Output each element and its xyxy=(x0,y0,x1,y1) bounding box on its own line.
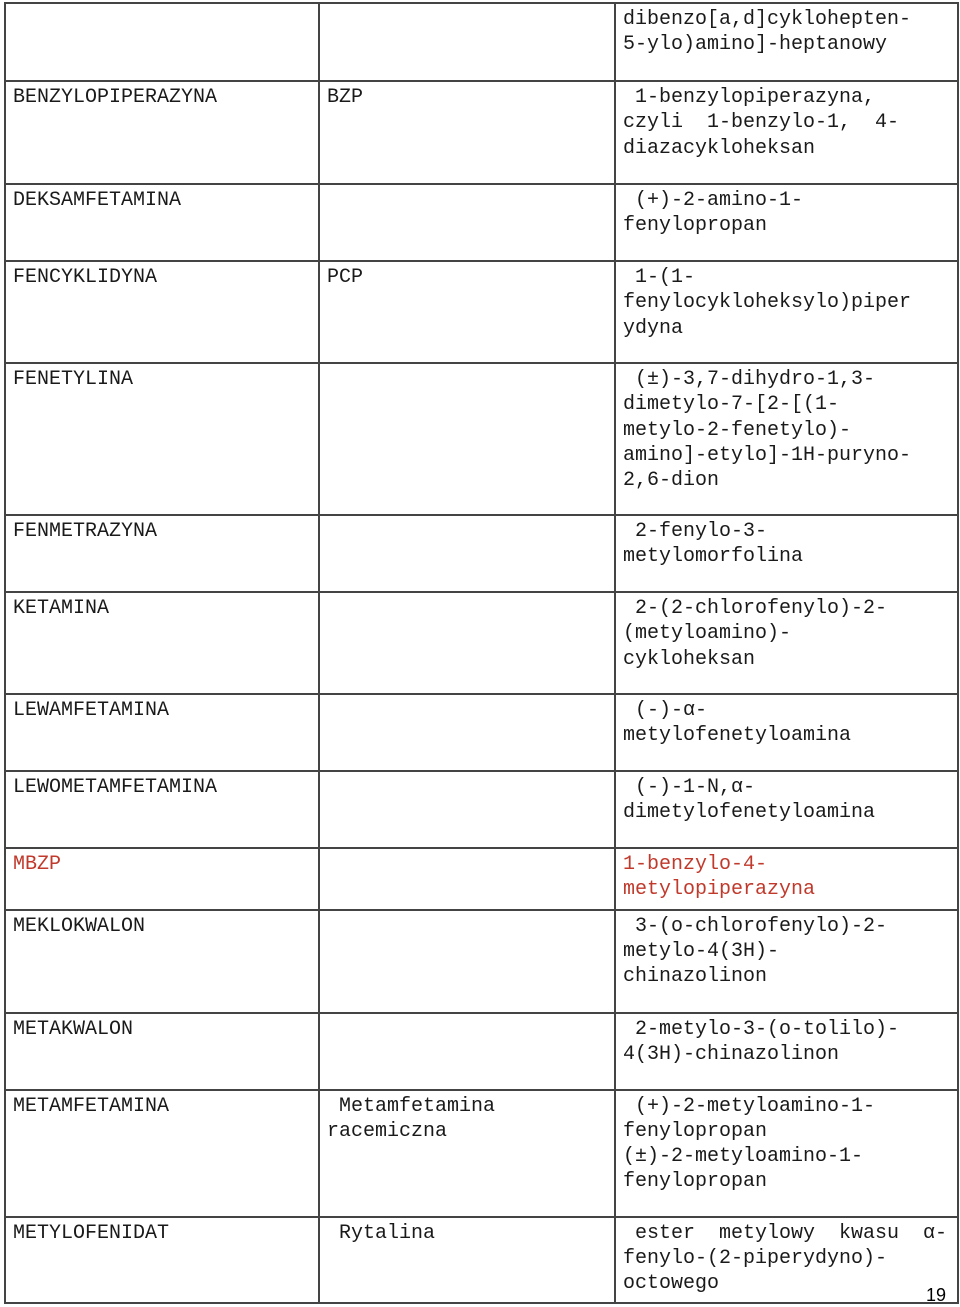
substance-name: METAMFETAMINA xyxy=(13,1094,170,1118)
substance-name: DEKSAMFETAMINA xyxy=(13,189,182,212)
alias-cell xyxy=(319,848,615,910)
table-row xyxy=(5,694,958,771)
chemical-name-line: (-)-1-N,α- xyxy=(623,776,756,799)
table-row xyxy=(5,3,958,81)
substance-name-cell xyxy=(5,363,319,515)
alias-cell xyxy=(319,363,615,515)
substance-name-cell xyxy=(5,3,319,81)
substance-name-cell xyxy=(5,184,319,261)
alias-cell xyxy=(319,1013,615,1090)
chemical-name-line: ester metylowy kwasu α- xyxy=(623,1221,948,1245)
chemical-name-line: metylomorfolina xyxy=(623,545,804,569)
chemical-name-line: fenylocykloheksylo)piper xyxy=(623,291,912,315)
chemical-name-line: 2-metylo-3-(o-tolilo)- xyxy=(623,1017,900,1041)
alias-cell xyxy=(319,3,615,81)
alias-line: PCP xyxy=(327,266,364,289)
chemical-name-line: 1-benzylo-4- xyxy=(623,853,768,876)
substance-name-cell xyxy=(5,261,319,363)
chemical-name-line: cykloheksan xyxy=(623,647,756,671)
alias-line: racemiczna xyxy=(327,1119,448,1143)
substance-name-cell xyxy=(5,1090,319,1217)
chemical-name-line: (+)-2-amino-1- xyxy=(623,189,804,212)
alias-line: Rytalina xyxy=(327,1221,436,1245)
chemical-name-line: dimetylo-7-[2-[(1- xyxy=(623,393,840,417)
chemical-name-cell xyxy=(615,910,958,1013)
chemical-name-line: fenylopropan xyxy=(623,214,768,238)
chemical-name-line: diazacykloheksan xyxy=(623,136,816,160)
chemical-name-cell xyxy=(615,592,958,694)
chemical-name-line: metylo-4(3H)- xyxy=(623,939,780,963)
chemical-name-cell xyxy=(615,1013,958,1090)
table-row xyxy=(5,1090,958,1217)
substance-name: METYLOFENIDAT xyxy=(13,1221,170,1245)
chemical-name-line: (+)-2-metyloamino-1- xyxy=(623,1094,876,1118)
alias-line: BZP xyxy=(327,86,364,109)
chemical-name-line: 1-benzylopiperazyna, xyxy=(623,86,876,109)
alias-cell xyxy=(319,81,615,184)
chemical-name-cell xyxy=(615,694,958,771)
table-row xyxy=(5,592,958,694)
table-row xyxy=(5,910,958,1013)
chemical-name-cell xyxy=(615,1217,958,1304)
chemical-name-cell xyxy=(615,1090,958,1217)
substance-table-body xyxy=(5,3,958,1303)
table-row xyxy=(5,1217,958,1304)
alias-cell xyxy=(319,694,615,771)
chemical-name-line: (±)-3,7-dihydro-1,3- xyxy=(623,368,876,391)
chemical-name-line: (metyloamino)- xyxy=(623,622,792,646)
table-row xyxy=(5,848,958,910)
alias-cell xyxy=(319,910,615,1013)
table-row xyxy=(5,261,958,363)
substance-name-cell xyxy=(5,1013,319,1090)
alias-cell xyxy=(319,1217,615,1304)
chemical-name-cell xyxy=(615,771,958,848)
chemical-name-line: dimetylofenetyloamina xyxy=(623,801,876,825)
alias-cell xyxy=(319,1090,615,1217)
chemical-name-cell xyxy=(615,261,958,363)
chemical-name-line: fenylo-(2-piperydyno)- xyxy=(623,1246,888,1270)
alias-line: Metamfetamina xyxy=(327,1094,496,1118)
substance-name: KETAMINA xyxy=(13,597,110,620)
chemical-name-line: amino]-etylo]-1H-puryno- xyxy=(623,443,912,467)
table-row xyxy=(5,771,958,848)
chemical-name-line: fenylopropan xyxy=(623,1170,768,1194)
chemical-name-line: 2-(2-chlorofenylo)-2- xyxy=(623,597,888,620)
alias-cell xyxy=(319,592,615,694)
substance-name-cell xyxy=(5,592,319,694)
chemical-name-cell xyxy=(615,848,958,910)
chemical-name-line: 2,6-dion xyxy=(623,469,720,493)
chemical-name-line: octowego xyxy=(623,1272,720,1296)
chemical-name-line: (±)-2-metyloamino-1- xyxy=(623,1145,864,1169)
chemical-name-line: 1-(1- xyxy=(623,266,696,289)
substance-name-cell xyxy=(5,848,319,910)
substance-name: MBZP xyxy=(13,853,62,876)
alias-cell xyxy=(319,184,615,261)
substance-name-cell xyxy=(5,771,319,848)
chemical-name-line: 4(3H)-chinazolinon xyxy=(623,1042,840,1066)
chemical-name-cell xyxy=(615,184,958,261)
chemical-name-line: metylopiperazyna xyxy=(623,878,816,902)
chemical-name-cell xyxy=(615,81,958,184)
substance-name: FENMETRAZYNA xyxy=(13,520,158,543)
substance-name: FENETYLINA xyxy=(13,368,134,391)
chemical-name-line: chinazolinon xyxy=(623,965,768,989)
alias-cell xyxy=(319,515,615,592)
substance-name: BENZYLOPIPERAZYNA xyxy=(13,86,218,109)
table-row xyxy=(5,184,958,261)
substance-name-cell xyxy=(5,910,319,1013)
table-row xyxy=(5,1013,958,1090)
substance-name-cell xyxy=(5,1217,319,1304)
page-number: 19 xyxy=(925,1285,946,1305)
substance-name: LEWAMFETAMINA xyxy=(13,699,170,722)
chemical-name-cell xyxy=(615,515,958,592)
chemical-name-line: fenylopropan xyxy=(623,1119,768,1143)
chemical-name-line: 2-fenylo-3- xyxy=(623,520,768,543)
chemical-name-line: czyli 1-benzylo-1, 4- xyxy=(623,111,900,135)
chemical-name-cell xyxy=(615,3,958,81)
chemical-name-line: metylo-2-fenetylo)- xyxy=(623,418,852,442)
chemical-name-line: 5-ylo)amino]-heptanowy xyxy=(623,33,888,57)
substance-name-cell xyxy=(5,515,319,592)
chemical-name-line: dibenzo[a,d]cyklohepten- xyxy=(623,8,912,31)
substance-table xyxy=(4,2,959,1304)
chemical-name-line: ydyna xyxy=(623,316,684,340)
substance-name-cell xyxy=(5,81,319,184)
table-row xyxy=(5,363,958,515)
alias-cell xyxy=(319,261,615,363)
substance-name: FENCYKLIDYNA xyxy=(13,266,158,289)
table-row xyxy=(5,515,958,592)
substance-name: MEKLOKWALON xyxy=(13,914,146,938)
substance-name: METAKWALON xyxy=(13,1017,134,1041)
chemical-name-cell xyxy=(615,363,958,515)
chemical-name-line: 3-(o-chlorofenylo)-2- xyxy=(623,914,888,938)
substance-name: LEWOMETAMFETAMINA xyxy=(13,776,218,799)
chemical-name-line: (-)-α- xyxy=(623,699,708,722)
alias-cell xyxy=(319,771,615,848)
table-row xyxy=(5,81,958,184)
chemical-name-line: metylofenetyloamina xyxy=(623,724,852,748)
substance-name-cell xyxy=(5,694,319,771)
